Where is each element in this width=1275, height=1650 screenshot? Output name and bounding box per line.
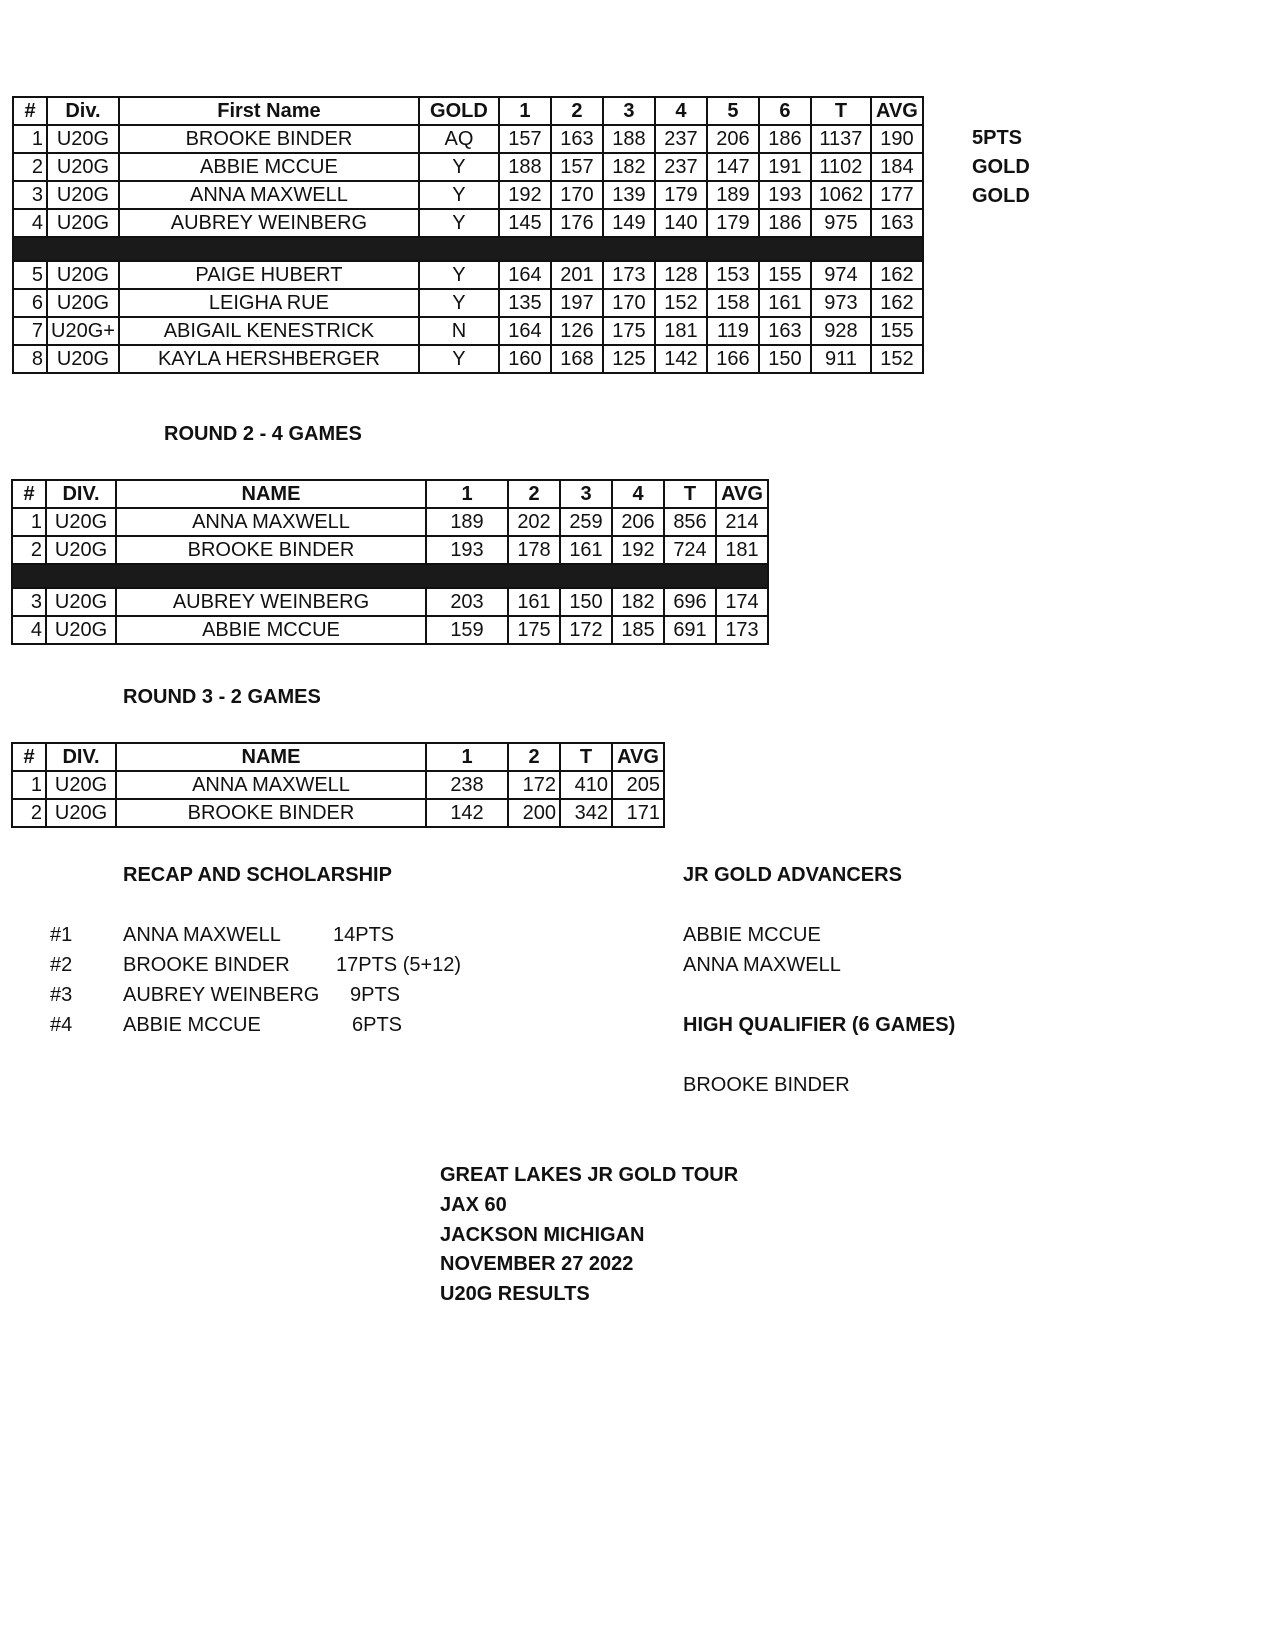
table-row — [12, 508, 768, 536]
round3-title: ROUND 3 - 2 GAMES — [123, 686, 321, 708]
recap-pts-2: 17PTS (5+12) — [336, 954, 462, 976]
table-cell: Y — [419, 261, 499, 289]
table-cell: 911 — [811, 345, 871, 373]
table-cell: U20G — [46, 588, 116, 616]
high-qualifier-name: BROOKE BINDER — [683, 1074, 850, 1096]
recap-pts-3: 9PTS — [350, 984, 401, 1006]
table-cell: 177 — [871, 181, 923, 209]
table-cell: 205 — [612, 771, 664, 799]
table-cell: 201 — [551, 261, 603, 289]
table-cell: ANNA MAXWELL — [116, 508, 426, 536]
table-cell: KAYLA HERSHBERGER — [119, 345, 419, 373]
table-cell: U20G — [47, 345, 119, 373]
table-cell: U20G — [47, 125, 119, 153]
cutoff-separator — [13, 237, 923, 261]
table-cell: 1102 — [811, 153, 871, 181]
table-row — [12, 799, 664, 827]
table-cell: 164 — [499, 261, 551, 289]
round2-col-header: 1 — [426, 480, 508, 508]
table-cell: 140 — [655, 209, 707, 237]
table-cell: 188 — [499, 153, 551, 181]
table-cell: 164 — [499, 317, 551, 345]
table-cell: U20G — [46, 536, 116, 564]
round3-col-header: T — [560, 743, 612, 771]
qualifying-col-header: AVG — [871, 97, 923, 125]
qualifying-col-header: Div. — [47, 97, 119, 125]
table-cell: 193 — [759, 181, 811, 209]
table-cell: U20G — [46, 799, 116, 827]
table-cell: 176 — [551, 209, 603, 237]
table-cell: 170 — [603, 289, 655, 317]
recap-rank-2: #2 — [50, 954, 73, 976]
qualifying-col-header: First Name — [119, 97, 419, 125]
table-cell: 8 — [13, 345, 47, 373]
table-cell: U20G — [47, 209, 119, 237]
table-cell: 237 — [655, 153, 707, 181]
table-cell: 174 — [716, 588, 768, 616]
table-cell: 202 — [508, 508, 560, 536]
table-row — [13, 345, 923, 373]
table-cell: 173 — [603, 261, 655, 289]
table-cell: 170 — [551, 181, 603, 209]
table-cell: 237 — [655, 125, 707, 153]
qualifying-col-header: T — [811, 97, 871, 125]
table-cell: 166 — [707, 345, 759, 373]
round2-body — [12, 508, 768, 644]
table-cell: 3 — [12, 588, 46, 616]
table-cell: BROOKE BINDER — [116, 799, 426, 827]
recap-rank-3: #3 — [50, 984, 73, 1006]
table-cell: 724 — [664, 536, 716, 564]
table-cell: Y — [419, 153, 499, 181]
table-cell: AUBREY WEINBERG — [119, 209, 419, 237]
table-cell: 203 — [426, 588, 508, 616]
table-cell: ANNA MAXWELL — [116, 771, 426, 799]
table-cell: 691 — [664, 616, 716, 644]
table-cell: 179 — [655, 181, 707, 209]
footer-results: U20G RESULTS — [440, 1283, 590, 1305]
round3-col-header: DIV. — [46, 743, 116, 771]
table-cell: Y — [419, 289, 499, 317]
table-cell: 193 — [426, 536, 508, 564]
table-row — [13, 209, 923, 237]
table-cell: U20G — [47, 289, 119, 317]
table-cell: 1062 — [811, 181, 871, 209]
table-cell: 186 — [759, 209, 811, 237]
table-cell: 128 — [655, 261, 707, 289]
table-cell: 160 — [499, 345, 551, 373]
table-cell: BROOKE BINDER — [116, 536, 426, 564]
table-cell: PAIGE HUBERT — [119, 261, 419, 289]
table-cell: U20G — [47, 181, 119, 209]
table-cell: 2 — [13, 153, 47, 181]
table-cell: 158 — [707, 289, 759, 317]
recap-name-3: AUBREY WEINBERG — [123, 984, 320, 1006]
table-cell: AQ — [419, 125, 499, 153]
table-cell: 4 — [13, 209, 47, 237]
table-cell: 157 — [551, 153, 603, 181]
table-cell: 1 — [12, 508, 46, 536]
recap-name-4: ABBIE MCCUE — [123, 1014, 261, 1036]
footer-venue: JAX 60 — [440, 1194, 507, 1216]
table-cell: 175 — [508, 616, 560, 644]
qualifying-col-header: 6 — [759, 97, 811, 125]
table-cell: 150 — [759, 345, 811, 373]
table-cell: U20G — [47, 261, 119, 289]
recap-rank-4: #4 — [50, 1014, 73, 1036]
side-note-gold-1: GOLD — [972, 156, 1030, 178]
table-cell: 190 — [871, 125, 923, 153]
round2-col-header: AVG — [716, 480, 768, 508]
table-cell: 410 — [560, 771, 612, 799]
table-cell: 856 — [664, 508, 716, 536]
recap-rank-1: #1 — [50, 924, 73, 946]
table-cell: 186 — [759, 125, 811, 153]
table-cell: 162 — [871, 289, 923, 317]
table-row — [13, 181, 923, 209]
table-cell: 159 — [426, 616, 508, 644]
table-cell: ABBIE MCCUE — [119, 153, 419, 181]
table-cell: 161 — [508, 588, 560, 616]
table-cell: U20G — [46, 508, 116, 536]
table-cell: 172 — [560, 616, 612, 644]
footer-tour: GREAT LAKES JR GOLD TOUR — [440, 1164, 739, 1186]
table-cell: 928 — [811, 317, 871, 345]
table-cell: 2 — [12, 799, 46, 827]
table-cell: AUBREY WEINBERG — [116, 588, 426, 616]
qualifying-col-header: GOLD — [419, 97, 499, 125]
table-cell: N — [419, 317, 499, 345]
table-cell: 182 — [612, 588, 664, 616]
footer-date: NOVEMBER 27 2022 — [440, 1253, 634, 1275]
table-cell: 3 — [13, 181, 47, 209]
table-cell: U20G — [47, 153, 119, 181]
table-cell: 191 — [759, 153, 811, 181]
table-row — [13, 317, 923, 345]
table-cell: 153 — [707, 261, 759, 289]
table-cell: 149 — [603, 209, 655, 237]
table-cell: 152 — [655, 289, 707, 317]
advancers-title: JR GOLD ADVANCERS — [683, 864, 902, 886]
round3-header-row — [12, 743, 664, 771]
round2-col-header: 4 — [612, 480, 664, 508]
table-cell: 188 — [603, 125, 655, 153]
round2-col-header: 2 — [508, 480, 560, 508]
table-cell: 189 — [707, 181, 759, 209]
qualifying-header — [13, 97, 923, 125]
round2-col-header: NAME — [116, 480, 426, 508]
table-cell: ANNA MAXWELL — [119, 181, 419, 209]
table-cell: 162 — [871, 261, 923, 289]
table-cell: 142 — [655, 345, 707, 373]
round3-col-header: # — [12, 743, 46, 771]
table-cell: 185 — [612, 616, 664, 644]
table-cell: 119 — [707, 317, 759, 345]
table-cell: 178 — [508, 536, 560, 564]
qualifying-col-header: # — [13, 97, 47, 125]
table-cell: 163 — [551, 125, 603, 153]
table-cell: 126 — [551, 317, 603, 345]
round2-col-header: T — [664, 480, 716, 508]
table-cell: BROOKE BINDER — [119, 125, 419, 153]
high-qualifier-title: HIGH QUALIFIER (6 GAMES) — [683, 1014, 956, 1036]
table-cell: 163 — [759, 317, 811, 345]
table-cell: 157 — [499, 125, 551, 153]
advancer-1: ABBIE MCCUE — [683, 924, 821, 946]
recap-pts-1: 14PTS — [333, 924, 395, 946]
table-cell: 1137 — [811, 125, 871, 153]
side-note-gold-2: GOLD — [972, 185, 1030, 207]
qualifying-col-header: 3 — [603, 97, 655, 125]
footer-location: JACKSON MICHIGAN — [440, 1224, 645, 1246]
table-row — [12, 616, 768, 644]
table-cell: 1 — [12, 771, 46, 799]
table-cell: U20G+ — [47, 317, 119, 345]
table-cell: 181 — [655, 317, 707, 345]
table-cell: 973 — [811, 289, 871, 317]
table-cell: 155 — [759, 261, 811, 289]
table-cell: 171 — [612, 799, 664, 827]
table-cell: 2 — [12, 536, 46, 564]
table-cell: Y — [419, 181, 499, 209]
table-cell: 197 — [551, 289, 603, 317]
table-cell: 184 — [871, 153, 923, 181]
table-cell: 1 — [13, 125, 47, 153]
table-cell: 139 — [603, 181, 655, 209]
table-row — [12, 588, 768, 616]
qualifying-col-header: 1 — [499, 97, 551, 125]
table-cell: 161 — [759, 289, 811, 317]
table-cell: ABIGAIL KENESTRICK — [119, 317, 419, 345]
table-row — [13, 153, 923, 181]
table-row — [13, 289, 923, 317]
table-cell: 192 — [612, 536, 664, 564]
table-row — [13, 125, 923, 153]
round2-col-header: 3 — [560, 480, 612, 508]
table-cell: U20G — [46, 771, 116, 799]
qualifying-header-row — [13, 97, 923, 125]
table-cell: 173 — [716, 616, 768, 644]
table-cell: 192 — [499, 181, 551, 209]
round3-col-header: AVG — [612, 743, 664, 771]
qualifying-col-header: 4 — [655, 97, 707, 125]
table-row — [13, 261, 923, 289]
table-cell: Y — [419, 345, 499, 373]
recap-pts-4: 6PTS — [352, 1014, 403, 1036]
table-cell: 206 — [612, 508, 664, 536]
table-cell: 342 — [560, 799, 612, 827]
round3-table — [11, 742, 665, 828]
table-cell: 150 — [560, 588, 612, 616]
round3-col-header: NAME — [116, 743, 426, 771]
table-cell: U20G — [46, 616, 116, 644]
table-cell: 147 — [707, 153, 759, 181]
table-cell: 5 — [13, 261, 47, 289]
table-cell: Y — [419, 209, 499, 237]
table-row — [12, 771, 664, 799]
qualifying-table — [12, 96, 924, 374]
table-cell: 172 — [508, 771, 560, 799]
side-note-5pts: 5PTS — [972, 127, 1023, 149]
table-cell: 135 — [499, 289, 551, 317]
cutoff-separator — [12, 564, 768, 588]
round2-header-row — [12, 480, 768, 508]
table-cell: 696 — [664, 588, 716, 616]
round2-header — [12, 480, 768, 508]
round2-col-header: DIV. — [46, 480, 116, 508]
round3-body — [12, 771, 664, 827]
table-cell: 7 — [13, 317, 47, 345]
table-row — [12, 536, 768, 564]
table-cell: ABBIE MCCUE — [116, 616, 426, 644]
round3-header — [12, 743, 664, 771]
recap-name-2: BROOKE BINDER — [123, 954, 290, 976]
table-cell: 142 — [426, 799, 508, 827]
table-cell: 182 — [603, 153, 655, 181]
qualifying-col-header: 5 — [707, 97, 759, 125]
table-cell: 181 — [716, 536, 768, 564]
table-cell: 179 — [707, 209, 759, 237]
table-cell: 161 — [560, 536, 612, 564]
table-cell: 214 — [716, 508, 768, 536]
round2-table — [11, 479, 769, 645]
round3-col-header: 2 — [508, 743, 560, 771]
round2-title: ROUND 2 - 4 GAMES — [164, 423, 362, 445]
table-cell: 175 — [603, 317, 655, 345]
qualifying-col-header: 2 — [551, 97, 603, 125]
table-cell: 145 — [499, 209, 551, 237]
recap-name-1: ANNA MAXWELL — [123, 924, 281, 946]
table-cell: 4 — [12, 616, 46, 644]
table-cell: 163 — [871, 209, 923, 237]
qualifying-body — [13, 125, 923, 373]
table-cell: 152 — [871, 345, 923, 373]
table-cell: 975 — [811, 209, 871, 237]
table-cell: 200 — [508, 799, 560, 827]
table-cell: 206 — [707, 125, 759, 153]
table-cell: 259 — [560, 508, 612, 536]
advancer-2: ANNA MAXWELL — [683, 954, 841, 976]
table-cell: LEIGHA RUE — [119, 289, 419, 317]
table-cell: 125 — [603, 345, 655, 373]
table-cell: 189 — [426, 508, 508, 536]
table-cell: 6 — [13, 289, 47, 317]
table-cell: 238 — [426, 771, 508, 799]
table-cell: 155 — [871, 317, 923, 345]
table-cell: 168 — [551, 345, 603, 373]
recap-title: RECAP AND SCHOLARSHIP — [123, 864, 392, 886]
round2-col-header: # — [12, 480, 46, 508]
table-cell: 974 — [811, 261, 871, 289]
round3-col-header: 1 — [426, 743, 508, 771]
